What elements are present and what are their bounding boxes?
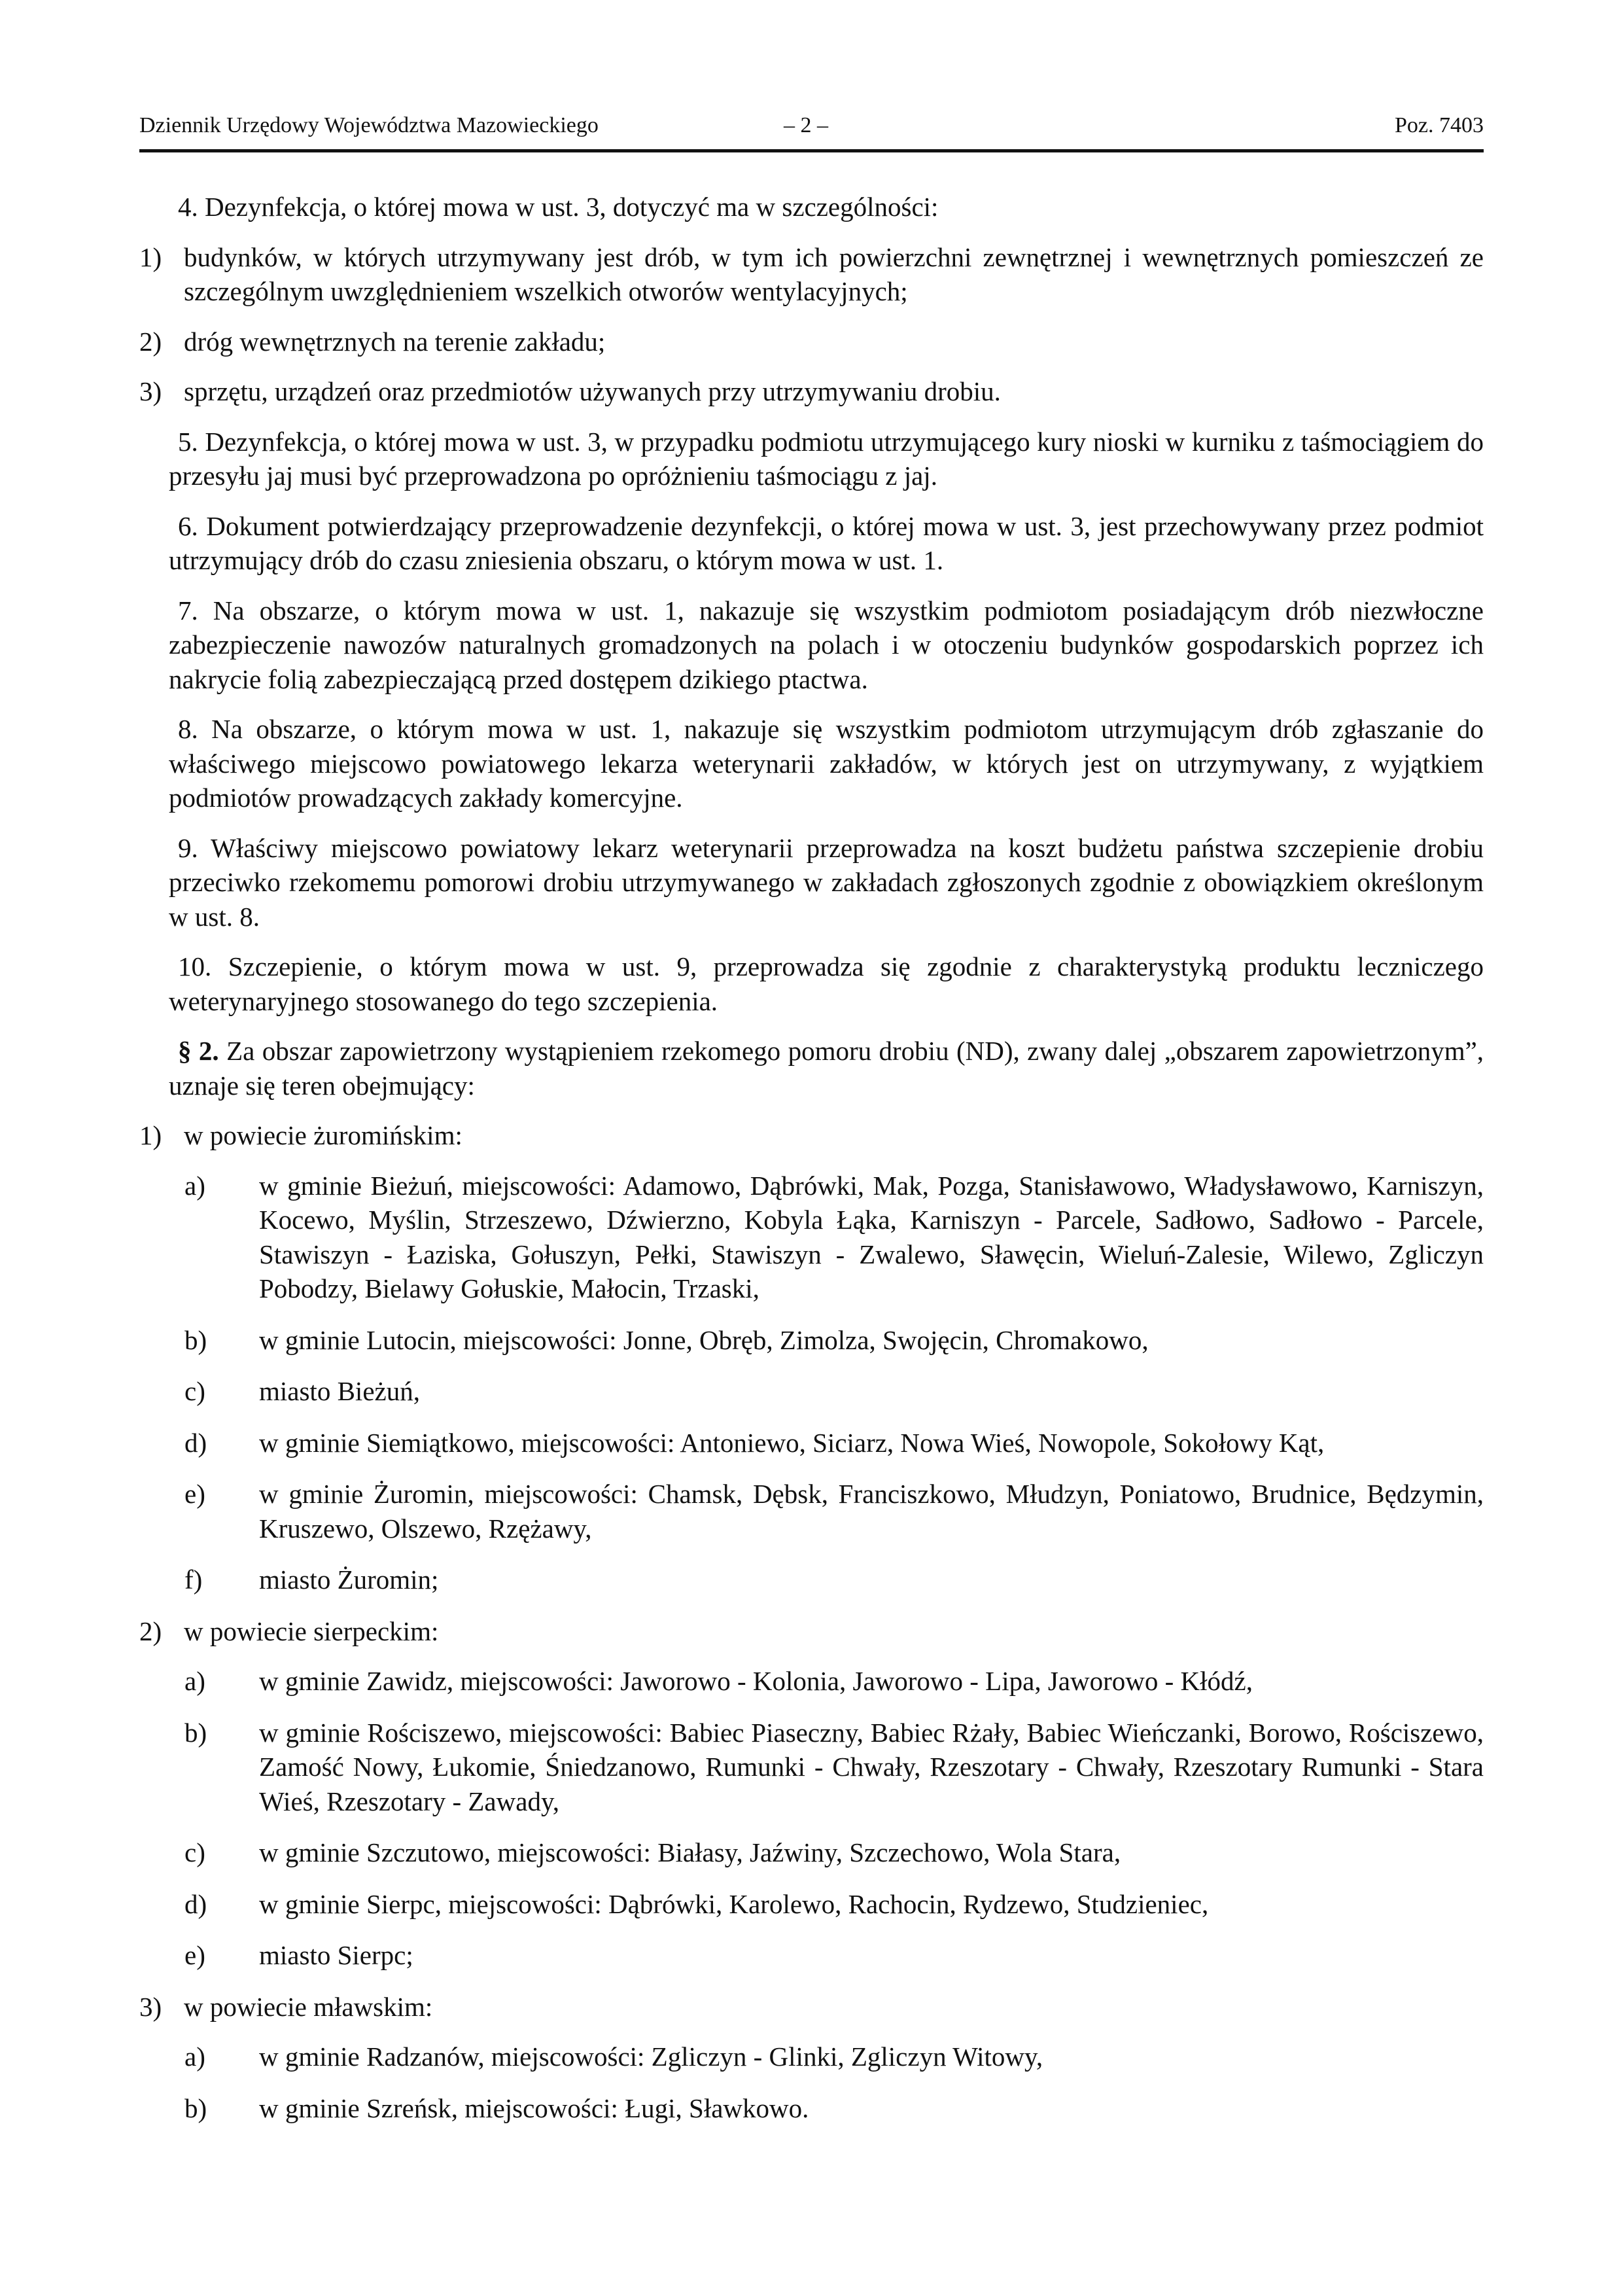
sub-text: w gminie Szreńsk, miejscowości: Ługi, Sławkowo. [259,2093,809,2123]
gmina-item [175,2040,1484,2074]
list-item [139,325,1484,359]
list-label: 3) [139,1991,162,2022]
gmina-item [175,1169,1484,1306]
section-2 [139,1034,1484,1103]
sub-label: b) [184,1717,207,1748]
gmina-item [175,1563,1484,1597]
gmina-item [175,1477,1484,1545]
sub-text: w gminie Żuromin, miejscowości: Chamsk, Dębsk, Franciszkowo, Młudzyn, Poniatowo, Brudnice, Będzymin, Kruszewo, Olszewo, Rzężawy, [259,1479,1484,1544]
sub-label: c) [184,1376,205,1406]
sub-label: b) [184,1324,207,1355]
list-label: 1) [139,1120,162,1150]
sub-text: w gminie Szczutowo, miejscowości: Białasy, Jaźwiny, Szczechowo, Wola Stara, [259,1837,1121,1867]
list-text: w powiecie mławskim: [184,1991,433,2022]
paragraph-8: 8. Na obszarze, o którym mowa w ust. 1, nakazuje się wszystkim podmiotom utrzymującym drób zgłaszanie do właściwego miejscowo powiatowego lekarza weterynarii zakładów, w których jest on utrzymywany, z wyjątkiem podmiotów prowadzących zakłady komercyjne. [169,714,1484,813]
sub-label: f) [184,1564,203,1595]
paragraph-5: 5. Dezynfekcja, o której mowa w ust. 3, w przypadku podmiotu utrzymującego kury nioski w kurniku z taśmociągiem do przesyłu jaj musi być przeprowadzona po opróżnieniu taśmociągu z jaj. [169,426,1484,491]
list-text: w powiecie żuromińskim: [184,1120,462,1150]
journal-title: Dziennik Urzędowy Województwa Mazowieckiego [139,113,599,137]
gmina-item [175,1323,1484,1358]
document-body [139,190,1484,2142]
sub-label: e) [184,1479,205,1509]
paragraph-10: 10. Szczepienie, o którym mowa w ust. 9, przeprowadza się zgodnie z charakterystyką produktu leczniczego weterynaryjnego stosowanego do tego szczepienia. [169,951,1484,1016]
powiat-item [139,1614,1484,1649]
powiat-item [139,1990,1484,2024]
gmina-item [175,1664,1484,1699]
sub-text: w gminie Siemiątkowo, miejscowości: Antoniewo, Siciarz, Nowa Wieś, Nowopole, Sokołowy Kąt, [259,1427,1325,1458]
sub-label: b) [184,2093,207,2123]
list-text: sprzętu, urządzeń oraz przedmiotów używanych przy utrzymywaniu drobiu. [184,376,1001,406]
section-2-text: Za obszar zapowietrzony wystąpieniem rzekomego pomoru drobiu (ND), zwany dalej „obszarem zapowietrzonym”, uznaje się teren obejmujący: [169,1036,1484,1101]
gmina-item [175,1374,1484,1409]
section-mark: § 2. [178,1036,219,1066]
page-header [139,110,1484,152]
sub-label: d) [184,1888,207,1919]
list-label: 2) [139,326,162,357]
sub-text: w gminie Lutocin, miejscowości: Jonne, Obręb, Zimolza, Swojęcin, Chromakowo, [259,1324,1149,1355]
list-text: w powiecie sierpeckim: [184,1616,439,1646]
sub-text: w gminie Rościszewo, miejscowości: Babiec Piaseczny, Babiec Rżały, Babiec Wieńczanki, Borowo, Rościszewo, Zamość Nowy, Łukomie, Śniedzanowo, Rumunki - Chwały, Rzeszotary - Chwały, Rzeszotary Rumunki - Stara Wieś, Rzeszotary - Zawady, [259,1717,1484,1816]
list-text: dróg wewnętrznych na terenie zakładu; [184,326,606,357]
paragraph-6: 6. Dokument potwierdzający przeprowadzenie dezynfekcji, o której mowa w ust. 3, jest przechowywany przez podmiot utrzymujący drób do czasu zniesienia obszaru, o którym mowa w ust. 1. [169,510,1484,575]
paragraph-4: 4. Dezynfekcja, o której mowa w ust. 3, dotyczyć ma w szczególności: [178,192,939,222]
paragraph-7: 7. Na obszarze, o którym mowa w ust. 1, nakazuje się wszystkim podmiotom posiadającym drób niezwłoczne zabezpieczenie nawozów naturalnych gromadzonych na polach i w otoczeniu budynków gospodarskich poprzez ich nakrycie folią zabezpieczającą przed dostępem dzikiego ptactwa. [169,595,1484,694]
sub-text: miasto Żuromin; [259,1564,439,1595]
list-item [139,240,1484,309]
gmina-item [175,1835,1484,1870]
powiat-item [139,1118,1484,1153]
sub-text: miasto Bieżuń, [259,1376,420,1406]
sub-label: a) [184,1666,205,1696]
list-item [139,374,1484,409]
sub-text: w gminie Sierpc, miejscowości: Dąbrówki, Karolewo, Rachocin, Rydzewo, Studzieniec, [259,1888,1209,1919]
gmina-item [175,1887,1484,1922]
list-text: budynków, w których utrzymywany jest drób, w tym ich powierzchni zewnętrznej i wewnętrznych pomieszczeń ze szczególnym uwzględnieniem wszelkich otworów wentylacyjnych; [184,241,1484,306]
position-number: Poz. 7403 [1395,113,1484,137]
sub-label: e) [184,1940,205,1970]
list-label: 1) [139,241,162,272]
sub-label: a) [184,1170,205,1201]
gmina-item [175,1426,1484,1460]
sub-label: d) [184,1427,207,1458]
sub-label: a) [184,2041,205,2072]
gmina-item [175,1938,1484,1973]
gmina-item [175,1716,1484,1819]
sub-label: c) [184,1837,205,1867]
gmina-item [175,2091,1484,2126]
list-label: 3) [139,376,162,406]
sub-text: w gminie Radzanów, miejscowości: Zgliczyn - Glinki, Zgliczyn Witowy, [259,2041,1043,2072]
sub-text: w gminie Zawidz, miejscowości: Jaworowo - Kolonia, Jaworowo - Lipa, Jaworowo - Kłódź, [259,1666,1253,1696]
list-label: 2) [139,1616,162,1646]
page-number: – 2 – [784,113,828,137]
sub-text: miasto Sierpc; [259,1940,413,1970]
paragraph-9: 9. Właściwy miejscowo powiatowy lekarz weterynarii przeprowadza na koszt budżetu państwa szczepienie drobiu przeciwko rzekomemu pomorowi drobiu utrzymywanego w zakładach zgłoszonych zgodnie z obowiązkiem określonym w ust. 8. [169,832,1484,932]
sub-text: w gminie Bieżuń, miejscowości: Adamowo, Dąbrówki, Mak, Pozga, Stanisławowo, Władysławowo, Karniszyn, Kocewo, Myślin, Strzeszewo, Dźwierzno, Kobyla Łąka, Karniszyn - Parcele, Sadłowo, Sadłowo - Parcele, Stawiszyn - Łaziska, Gołuszyn, Pełki, Stawiszyn - Zwalewo, Sławęcin, Wieluń-Zalesie, Wilewo, Zgliczyn Pobodzy, Bielawy Gołuskie, Małocin, Trzaski, [259,1170,1484,1303]
